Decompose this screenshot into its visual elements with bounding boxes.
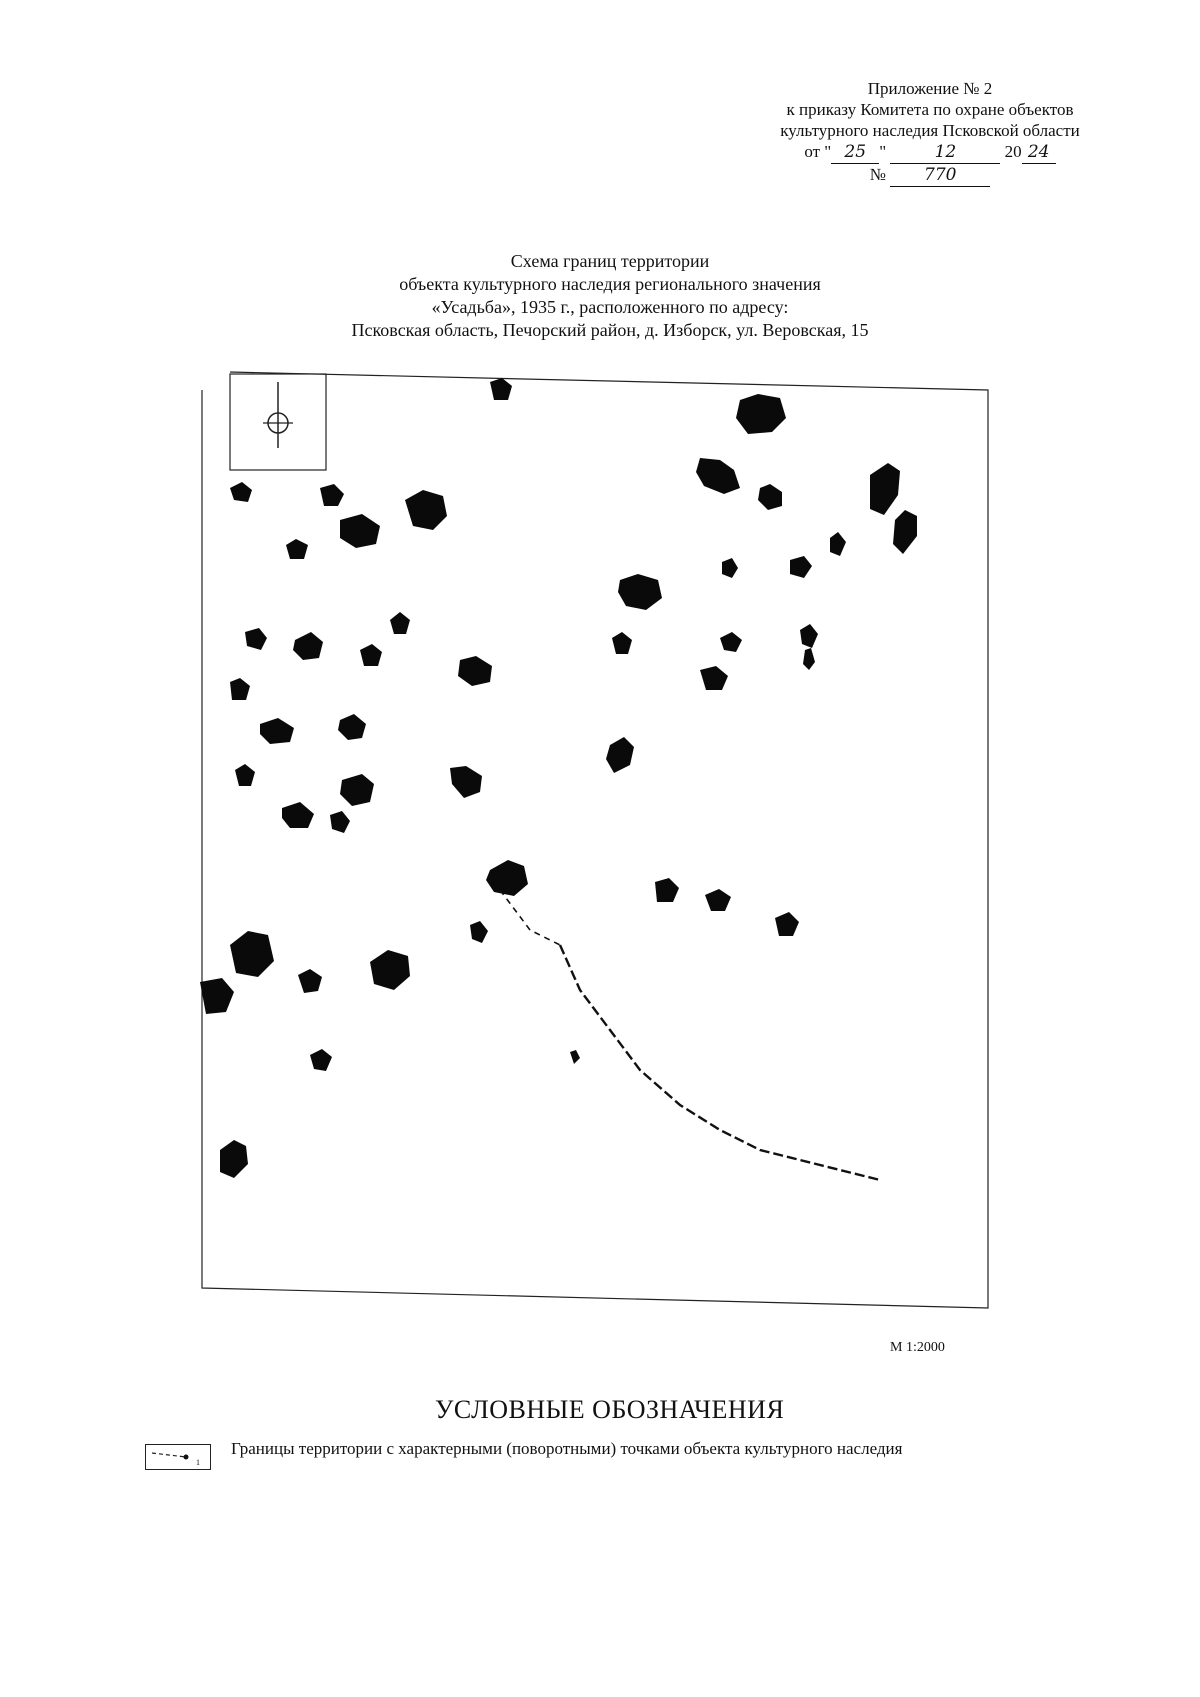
- boundary-legend-swatch: [145, 1444, 211, 1470]
- boundary-point-icon: [146, 1445, 210, 1469]
- order-date: от " 25 " 12 20 24: [720, 141, 1140, 164]
- map-scale: М 1:2000: [890, 1340, 945, 1355]
- committee-name: культурного наследия Псковской области: [780, 121, 1080, 140]
- date-month: 12: [890, 142, 1000, 164]
- title-line-2: объекта культурного наследия регионального значения: [399, 274, 821, 294]
- terrain-marks: [200, 378, 917, 1178]
- legend-title: УСЛОВНЫЕ ОБОЗНАЧЕНИЯ: [435, 1395, 785, 1424]
- appendix-header: [720, 78, 1140, 187]
- scheme-title: [260, 250, 960, 342]
- territory-boundary: [500, 890, 880, 1180]
- order-number: № 770: [720, 164, 1140, 187]
- boundary-map: [200, 370, 990, 1310]
- date-year: 24: [1022, 142, 1056, 164]
- map-frame: [202, 372, 988, 1308]
- title-line-1: Схема границ территории: [510, 251, 710, 271]
- legend-point-number: 1: [196, 1458, 200, 1467]
- date-day: 25: [831, 142, 879, 164]
- appendix-number: Приложение № 2: [867, 79, 993, 98]
- title-line-3: «Усадьба», 1935 г., расположенного по адресу:: [431, 297, 789, 317]
- legend-item-label: Границы территории с характерными (поворотными) точками объекта культурного наследия: [231, 1439, 903, 1458]
- order-number-value: 770: [890, 165, 990, 187]
- order-reference: к приказу Комитета по охране объектов: [786, 100, 1074, 119]
- title-line-4: Псковская область, Печорский район, д. Изборск, ул. Веровская, 15: [351, 320, 869, 340]
- north-arrow: [230, 374, 326, 470]
